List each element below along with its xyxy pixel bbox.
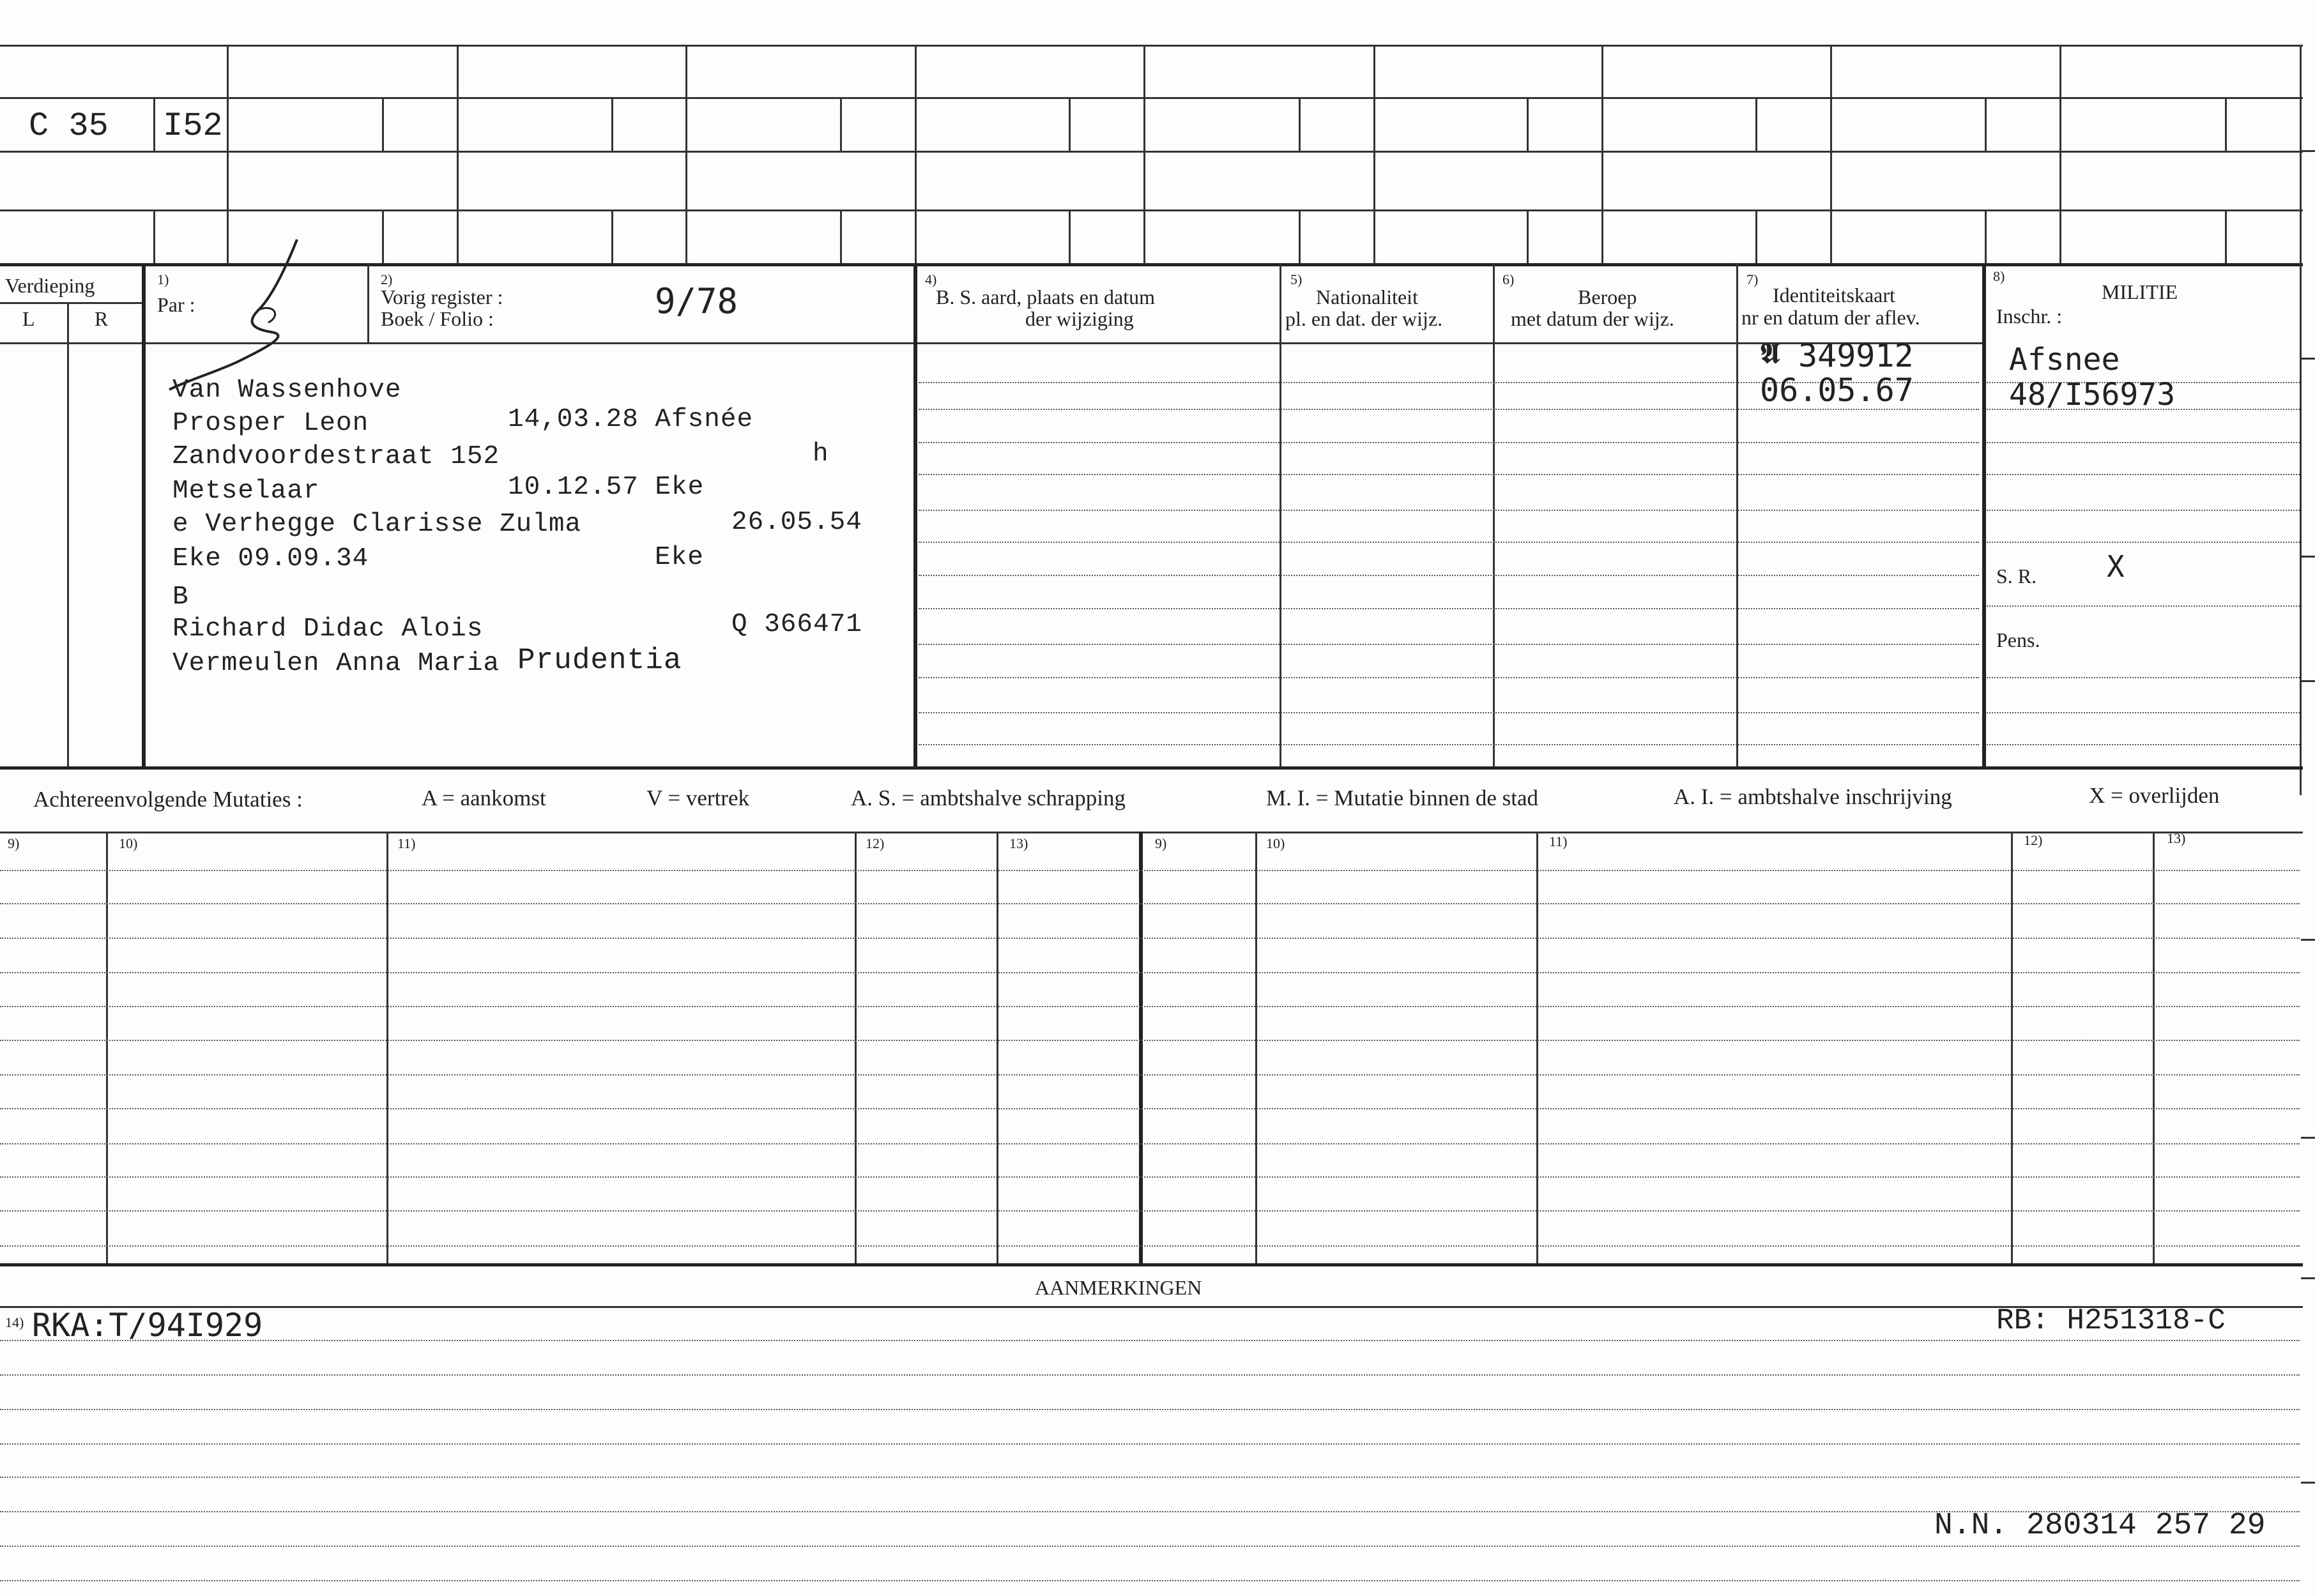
mut-col12-left: 12) — [866, 835, 885, 851]
grid-vline — [2300, 45, 2302, 795]
militia-place: Afsnee — [2009, 342, 2120, 377]
col7-label-1: Identiteitskaart — [1773, 284, 1895, 307]
remarks-dotted-row — [0, 1580, 2300, 1581]
grid-vline — [685, 45, 687, 264]
dotted-row — [919, 442, 1979, 443]
mut-col13-left: 13) — [1009, 835, 1028, 851]
mut-vline — [1255, 832, 1257, 1266]
grid-vline — [1143, 45, 1145, 264]
col4-label-2: der wijziging — [1025, 307, 1134, 330]
dotted-row — [1987, 510, 2300, 511]
mut-col10-left: 10) — [119, 835, 138, 851]
edge-tick — [2301, 150, 2315, 152]
col2-label-1: Vorig register : — [381, 285, 503, 308]
dotted-row — [919, 542, 1979, 543]
col5-label-2: pl. en dat. der wijz. — [1285, 307, 1443, 330]
grid-vline — [153, 97, 155, 151]
grid-vline — [382, 209, 384, 263]
legend-vertrek: V = vertrek — [646, 786, 749, 810]
id-marker-icon: 𝕬 — [1760, 337, 1780, 370]
edge-tick — [2301, 358, 2315, 360]
col4-number: 4) — [925, 271, 937, 287]
sr-label: S. R. — [1996, 565, 2037, 588]
mut-vline — [997, 832, 998, 1266]
dotted-row — [1987, 474, 2300, 475]
mut-dotted-row — [0, 1006, 2300, 1007]
card-number: I52 — [163, 107, 223, 145]
col4-label-1: B. S. aard, plaats en datum — [936, 285, 1156, 308]
person-line-2: Prosper Leon — [172, 409, 369, 438]
edge-tick — [2301, 680, 2315, 682]
grid-vline — [1299, 97, 1301, 151]
dotted-row — [919, 712, 1979, 713]
id-number: 349912 — [1798, 337, 1914, 374]
grid-vline — [153, 209, 155, 263]
mut-vline — [2153, 832, 2155, 1266]
mut-col11-left: 11) — [397, 835, 416, 851]
grid-vline — [1527, 97, 1529, 151]
col-vline — [1493, 263, 1495, 768]
dotted-row — [919, 575, 1979, 576]
rka-number: RKA:T/94I929 — [32, 1307, 263, 1344]
grid-line — [0, 45, 2303, 47]
dotted-row — [919, 474, 1979, 475]
extra-name: Prudentia — [517, 644, 682, 677]
dotted-row — [1987, 677, 2300, 678]
grid-line — [0, 97, 2303, 99]
dotted-row — [919, 744, 1979, 745]
dotted-row — [1987, 712, 2300, 713]
col-vline — [1280, 263, 1281, 768]
legend-as: A. S. = ambtshalve schrapping — [851, 786, 1126, 810]
mut-vline — [2011, 832, 2013, 1266]
mut-dotted-row — [0, 1210, 2300, 1212]
grid-vline — [611, 97, 613, 151]
mut-col12-right: 12) — [2024, 832, 2043, 848]
pens-label: Pens. — [1996, 628, 2040, 651]
mut-col9-left: 9) — [8, 835, 20, 851]
grid-vline — [1373, 45, 1375, 264]
marriage-date: 26.05.54 — [731, 508, 862, 537]
dotted-row — [919, 644, 1979, 645]
mut-dotted-row — [0, 1143, 2300, 1144]
nn-number: N.N. 280314 257 29 — [1934, 1509, 2266, 1543]
par-scribble — [163, 233, 374, 393]
grid-vline — [1985, 97, 1987, 151]
col-vline — [913, 263, 917, 768]
col-vline — [1982, 263, 1986, 768]
rb-number: RB: H251318-C — [1996, 1304, 2226, 1337]
dotted-row — [919, 677, 1979, 678]
col8-label-1: MILITIE — [2102, 280, 2178, 303]
grid-line — [0, 209, 2303, 211]
grid-vline — [1601, 45, 1603, 264]
dotted-row — [919, 608, 1979, 609]
person-line-7: B — [172, 582, 189, 612]
person-line-5: e Verhegge Clarisse Zulma — [172, 510, 582, 539]
col6-label-1: Beroep — [1578, 285, 1637, 308]
grid-vline — [382, 97, 384, 151]
edge-tick — [2301, 556, 2315, 558]
person-line-3: Zandvoordestraat 152 — [172, 442, 500, 471]
grid-vline — [1755, 209, 1757, 263]
col-vline — [142, 263, 146, 768]
edge-tick — [2301, 939, 2315, 941]
legend-aankomst: A = aankomst — [422, 786, 546, 810]
mut-dotted-row — [0, 1245, 2300, 1247]
col2-label-2: Boek / Folio : — [381, 307, 494, 330]
mut-dotted-row — [0, 870, 2300, 871]
verdieping-left: L — [22, 307, 35, 330]
mut-dotted-row — [0, 903, 2300, 904]
mut-col11-right: 11) — [1549, 833, 1568, 849]
verdieping-right: R — [95, 307, 109, 330]
grid-vline — [1985, 209, 1987, 263]
grid-vline — [915, 45, 917, 264]
dotted-row — [1987, 542, 2300, 543]
col2-number: 2) — [381, 271, 393, 287]
remarks-dotted-row — [0, 1374, 2300, 1376]
remarks-dotted-row — [0, 1340, 2300, 1341]
dotted-row — [919, 409, 1979, 410]
mut-vline — [1536, 832, 1538, 1266]
mut-dotted-row — [0, 1074, 2300, 1075]
dotted-row — [1987, 605, 2300, 607]
id-date: 06.05.67 — [1760, 372, 1914, 409]
grid-vline — [840, 97, 842, 151]
mut-vline — [1139, 832, 1143, 1266]
col-vline — [1736, 263, 1738, 768]
col-vline — [67, 302, 69, 766]
grid-vline — [1069, 97, 1071, 151]
mut-col9-right: 9) — [1155, 835, 1167, 851]
birth-date: 14,03.28 Afsnée — [508, 405, 754, 434]
col6-number: 6) — [1502, 271, 1515, 287]
previous-register-value: 9/78 — [655, 281, 738, 321]
grid-line — [0, 151, 2303, 153]
spouse-place: Eke — [655, 543, 704, 572]
mut-col13-right: 13) — [2167, 830, 2186, 846]
card-code: C 35 — [29, 107, 109, 145]
grid-vline — [457, 45, 459, 264]
edge-tick — [2301, 1137, 2315, 1139]
mutaties-title: Achtereenvolgende Mutaties : — [33, 787, 303, 812]
col7-number: 7) — [1746, 271, 1759, 287]
grid-vline — [2225, 209, 2227, 263]
remarks-dotted-row — [0, 1477, 2300, 1478]
mut-vline — [855, 832, 857, 1266]
mut-dotted-row — [0, 972, 2300, 973]
remarks-header-line — [0, 1306, 2303, 1308]
col1-number: 1) — [157, 271, 169, 287]
verdieping-title: Verdieping — [5, 274, 95, 297]
col1-label: Par : — [157, 293, 195, 316]
edge-tick — [2301, 1482, 2315, 1484]
mut-col10-right: 10) — [1266, 835, 1285, 851]
remarks-dotted-row — [0, 1546, 2300, 1547]
col8-number: 8) — [1993, 268, 2005, 284]
legend-ai: A. I. = ambtshalve inschrijving — [1674, 784, 1952, 809]
grid-vline — [227, 45, 229, 264]
job-date: 10.12.57 Eke — [508, 473, 705, 502]
grid-vline — [1755, 97, 1757, 151]
child-number: Q 366471 — [731, 610, 862, 639]
dotted-row — [919, 510, 1979, 511]
mut-dotted-row — [0, 1040, 2300, 1041]
col5-number: 5) — [1290, 271, 1303, 287]
grid-vline — [1527, 209, 1529, 263]
remarks-title: AANMERKINGEN — [1035, 1276, 1202, 1299]
person-line-6: Eke 09.09.34 — [172, 544, 369, 574]
grid-vline — [1830, 45, 1832, 264]
col6-label-2: met datum der wijz. — [1511, 307, 1674, 330]
mut-vline — [386, 832, 388, 1266]
sr-value: X — [2107, 549, 2125, 584]
remarks-dotted-row — [0, 1409, 2300, 1410]
remarks-dotted-row — [0, 1443, 2300, 1445]
mut-dotted-row — [0, 938, 2300, 939]
dotted-row — [1987, 744, 2300, 745]
mut-dotted-row — [0, 1176, 2300, 1178]
mut-dotted-row — [0, 1108, 2300, 1109]
person-line-9: Vermeulen Anna Maria — [172, 649, 500, 678]
militia-number: 48/I56973 — [2009, 377, 2176, 413]
edge-tick — [2301, 1277, 2315, 1279]
col8-label-2: Inschr. : — [1996, 305, 2063, 328]
marker-h: h — [813, 439, 829, 469]
col7-label-2: nr en datum der aflev. — [1741, 306, 1920, 329]
remarks-number: 14) — [5, 1314, 24, 1330]
legend-mi: M. I. = Mutatie binnen de stad — [1266, 786, 1539, 810]
grid-vline — [840, 209, 842, 263]
person-line-1: Van Wassenhove — [172, 376, 402, 405]
col5-label-1: Nationaliteit — [1316, 285, 1418, 308]
person-line-8: Richard Didac Alois — [172, 614, 484, 644]
grid-vline — [611, 209, 613, 263]
grid-vline — [2225, 97, 2227, 151]
section-line — [0, 766, 2303, 770]
grid-vline — [2059, 45, 2061, 264]
legend-x: X = overlijden — [2089, 783, 2220, 808]
header-split-line — [0, 302, 142, 304]
mut-vline — [106, 832, 108, 1266]
section-line — [0, 1263, 2303, 1266]
dotted-row — [1987, 442, 2300, 443]
grid-vline — [1069, 209, 1071, 263]
person-line-4: Metselaar — [172, 476, 320, 506]
mutaties-header-line — [0, 832, 2303, 833]
grid-vline — [1299, 209, 1301, 263]
